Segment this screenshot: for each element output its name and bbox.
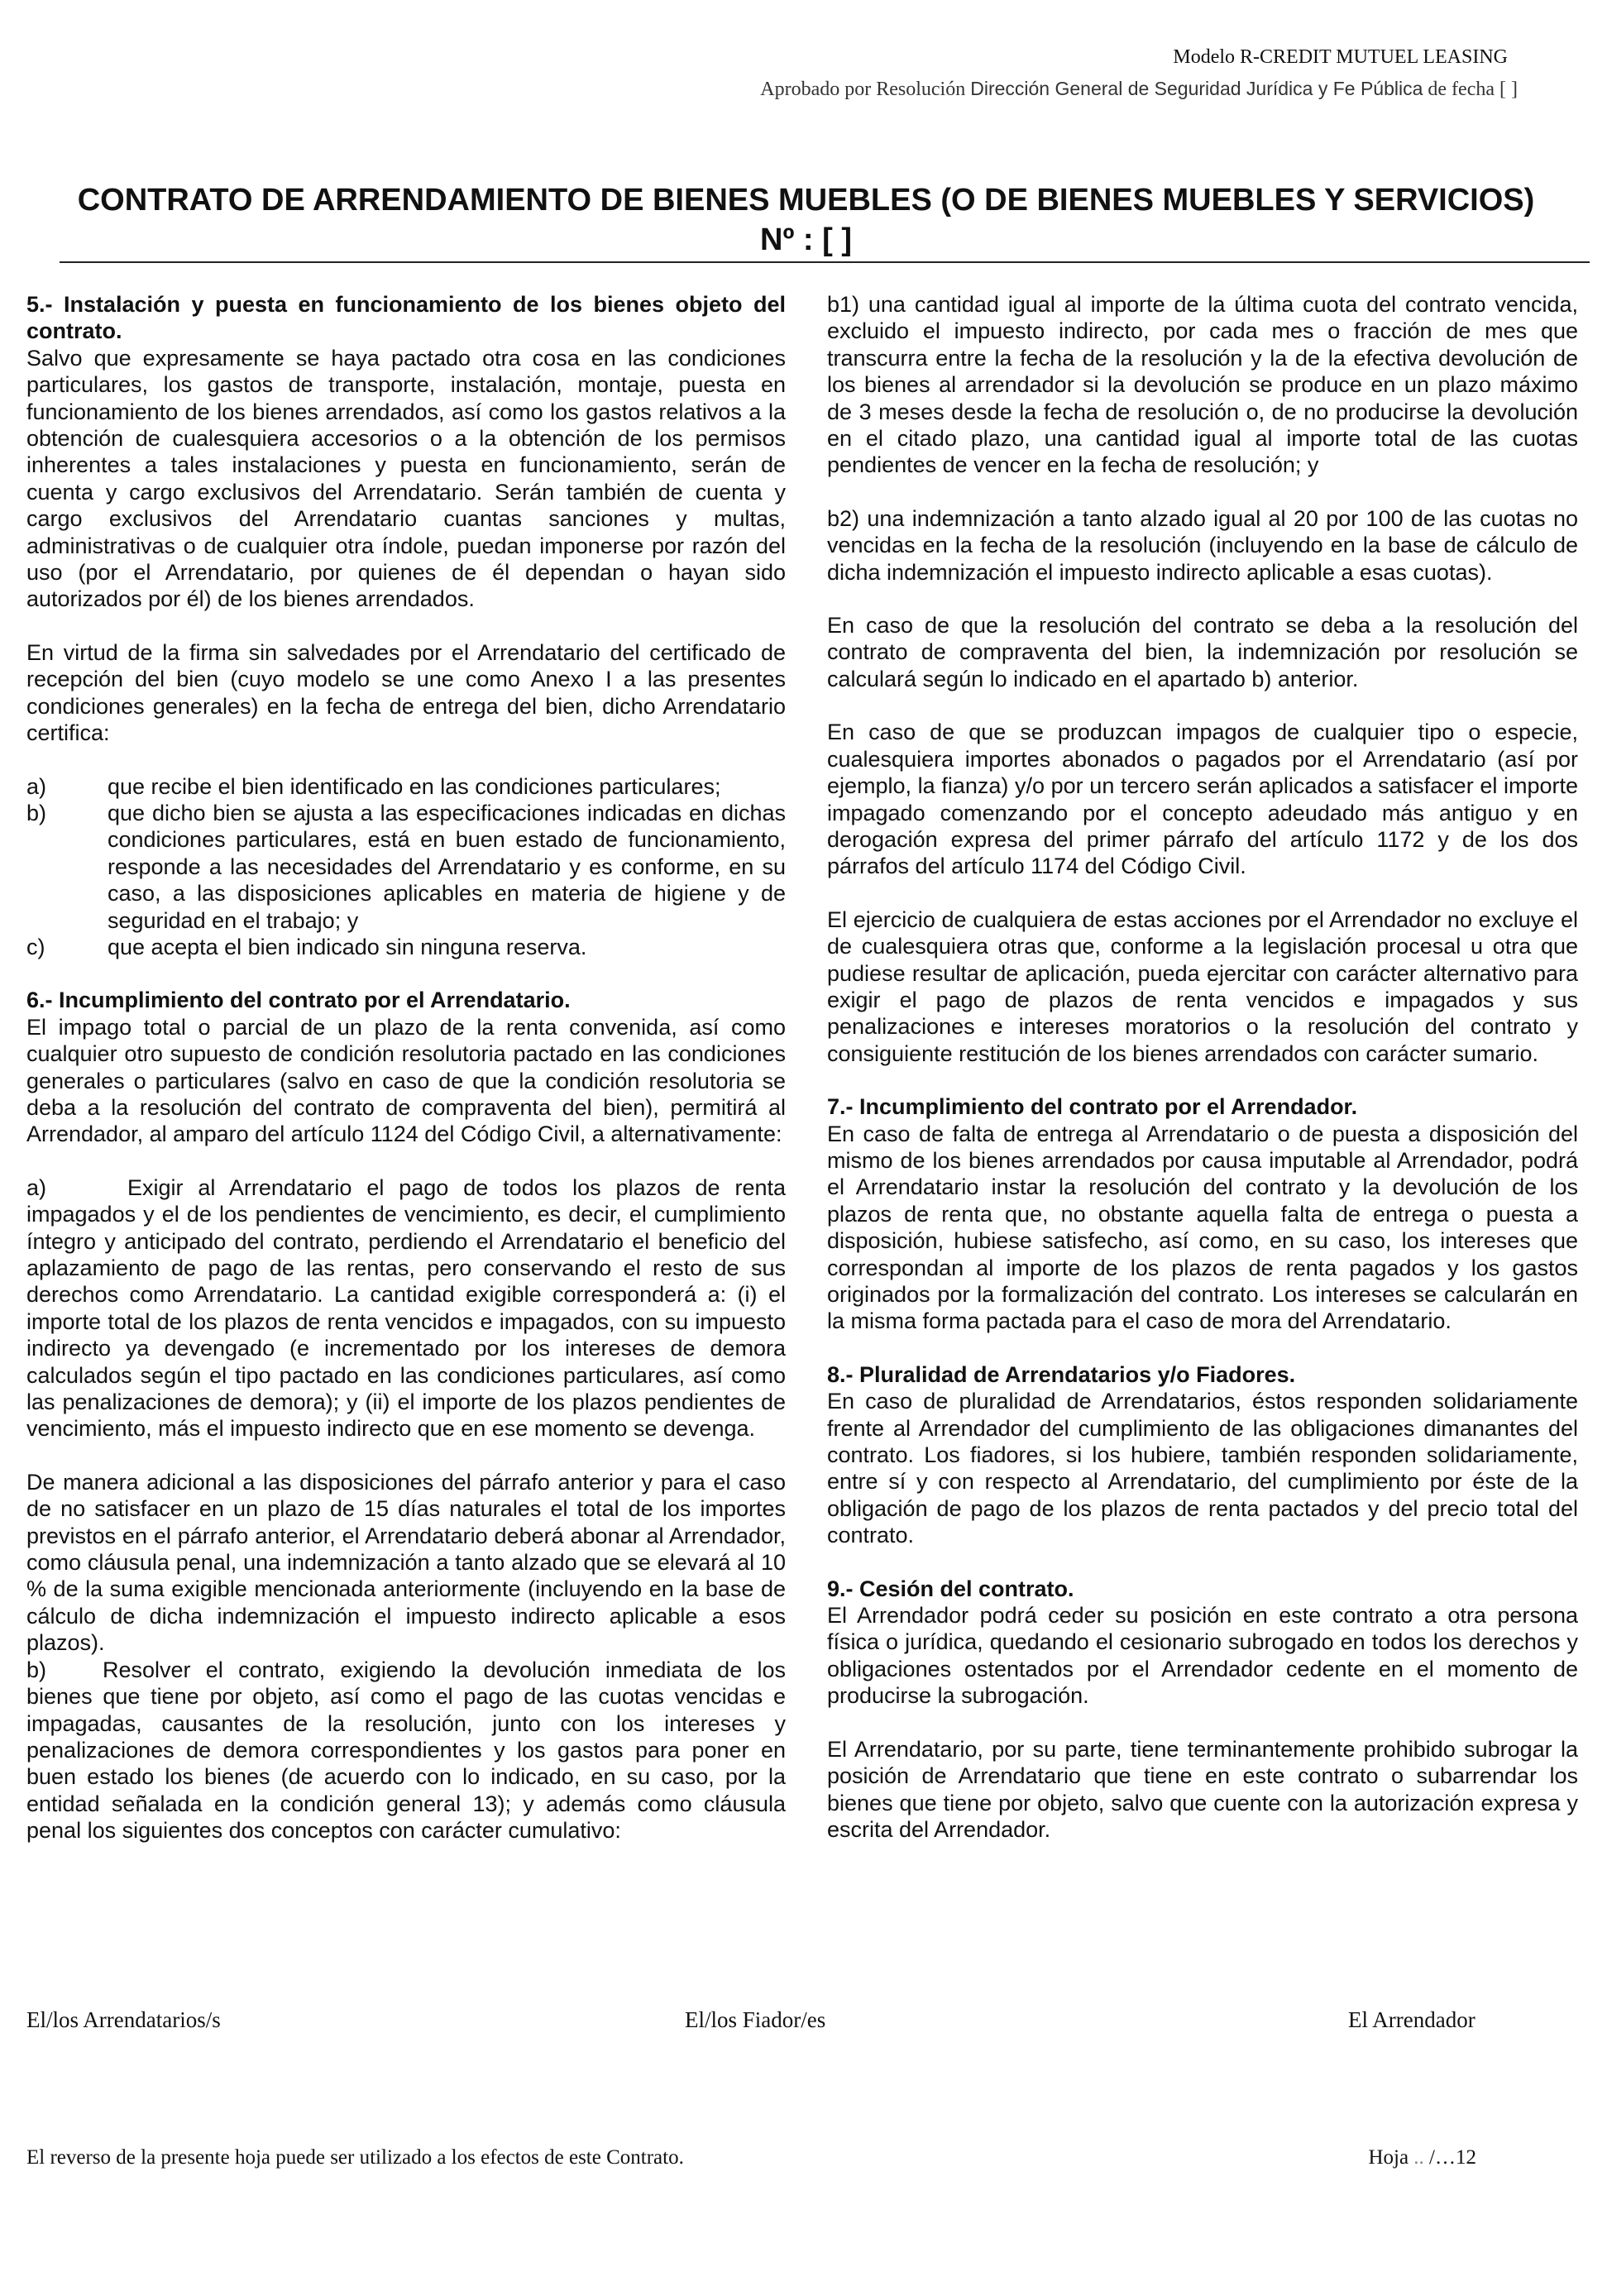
- list-item: [26, 934, 786, 960]
- list-text: que acepta el bien indicado sin ninguna reserva.: [108, 934, 587, 959]
- list-item: [26, 800, 786, 934]
- signature-lessees: El/los Arrendatarios/s: [26, 2007, 221, 2032]
- list-item: [26, 773, 786, 800]
- approval-prefix: Aprobado por Resolución: [760, 79, 966, 100]
- section-8-heading: 8.- Pluralidad de Arrendatarios y/o Fiadores.: [827, 1361, 1296, 1387]
- section-9-heading: 9.- Cesión del contrato.: [827, 1576, 1074, 1601]
- page-indicator: [1368, 2146, 1476, 2169]
- page-total: /…12: [1429, 2146, 1476, 2169]
- section-7-paragraph: En caso de falta de entrega al Arrendatario o de puesta a disposición del mismo de los bienes arrendados por causa imputable al Arrendador, podrá el Arrendatario instar la resolución del contrato y la devolución de los plazos de renta que, no obstante aquella falta de entrega o puesta a disposición, hubiese satisfecho, así como, en su caso, los intereses que correspondan al importe de los plazos de renta pagados y los gastos originados por la formalización del contrato. Los intereses se calcularán en la misma forma pactada para el caso de mora del Arrendatario.: [827, 1121, 1578, 1334]
- option-b1: b1) una cantidad igual al importe de la última cuota del contrato vencida, excluido el impuesto indirecto, por cada mes o fracción de mes que transcurra entre la fecha de la resolución y la de la efectiva devolución de los bienes al arrendador si la devolución se produce en un plazo máximo de 3 meses desde la fecha de resolución o, de no producirse la devolución en el citado plazo, una cantidad igual al importe total de las cuotas pendientes de vencer en la fecha de resolución; y: [827, 292, 1578, 478]
- option-b-marker: b): [26, 1657, 47, 1682]
- list-marker: c): [26, 934, 45, 959]
- list-marker: b): [26, 800, 47, 825]
- section-9-paragraph-2: El Arrendatario, por su parte, tiene terminantemente prohibido subrogar la posición de Arrendatario que tiene en este contrato o subarrendar los bienes que tiene por objeto, salvo que cuente con la autorización expresa y escrita del Arrendador.: [827, 1736, 1578, 1842]
- page-current: ..: [1413, 2146, 1424, 2169]
- left-column: [26, 291, 786, 1871]
- section-5-paragraph-2: En virtud de la firma sin salvedades por el Arrendatario del certificado de recepción del bien (cuyo modelo se une como Anexo I a las presentes condiciones generales) en la fecha de entrega del bien, dicho Arrendatario certifica:: [26, 639, 786, 746]
- title-line-1: CONTRATO DE ARRENDAMIENTO DE BIENES MUEBLES (O DE BIENES MUEBLES Y SERVICIOS): [77, 183, 1535, 218]
- approval-date: de fecha [ ]: [1428, 79, 1518, 100]
- ejercicio-paragraph: El ejercicio de cualquiera de estas acciones por el Arrendador no excluye el de cualesquiera otras que, conforme a la legislación procesal u otra que pudiese resultar de aplicación, pueda ejercitar con carácter alternativo para exigir el pago de plazos de renta vencidos e impagados y sus penalizaciones e intereses moratorios o la resolución del contrato y consiguiente restitución de los bienes arrendados con carácter sumario.: [827, 906, 1578, 1066]
- list-text: que recibe el bien identificado en las condiciones particulares;: [108, 773, 721, 799]
- section-6-heading: 6.- Incumplimiento del contrato por el Arrendatario.: [26, 988, 571, 1013]
- right-column: [827, 291, 1578, 1869]
- option-a-marker: a): [26, 1174, 47, 1200]
- certification-list: [26, 773, 786, 961]
- model-label: Modelo R-CREDIT MUTUEL LEASING: [1173, 46, 1508, 68]
- list-marker: a): [26, 773, 47, 799]
- section-6-option-a: [26, 1174, 786, 1442]
- footer-note: El reverso de la presente hoja puede ser utilizado a los efectos de este Contrato.: [26, 2146, 684, 2169]
- option-b-text: Resolver el contrato, exigiendo la devolución inmediata de los bienes que tiene por objeto, así como el pago de las cuotas vencidas e impagadas, causantes de la resolución, junto con los intereses y penalizaciones de demora correspondientes y los gastos para poner en buen estado los bienes (de acuerdo con lo indicado, en su caso, por la entidad señalada en la condición general 13); y además como cláusula penal los siguientes dos conceptos con carácter cumulativo:: [26, 1657, 786, 1844]
- list-text: que dicho bien se ajusta a las especificaciones indicadas en dichas condiciones particulares, está en buen estado de funcionamiento, responde a las necesidades del Arrendatario y es conforme, en su caso, a las disposiciones aplicables en materia de higiene y de seguridad en el trabajo; y: [108, 800, 786, 933]
- section-5-paragraph-1: Salvo que expresamente se haya pactado otra cosa en las condiciones particulares, los gastos de transporte, instalación, montaje, puesta en funcionamiento de los bienes arrendados, así como los gastos relativos a la obtención de cualesquiera accesorios o a la obtención de los permisos inherentes a tales instalaciones y puesta en funcionamiento, serán de cuenta y cargo exclusivos del Arrendatario. Serán también de cuenta y cargo exclusivos del Arrendatario cuantas sanciones y multas, administrativas o de cualquier otra índole, puedan imponerse por razón del uso (por el Arrendatario, por quienes de él dependan o hayan sido autorizados por él) de los bienes arrendados.: [26, 345, 786, 612]
- section-6-option-b: [26, 1657, 786, 1844]
- document-title: [60, 180, 1552, 260]
- option-b2: b2) una indemnización a tanto alzado igual al 20 por 100 de las cuotas no vencidas en la fecha de la resolución (incluyendo en la base de cálculo de dicha indemnización el impuesto indirecto aplicable a esas cuotas).: [827, 505, 1578, 585]
- option-a-text: Exigir al Arrendatario el pago de todos los plazos de renta impagados y el de los pendientes de vencimiento, es decir, el cumplimiento íntegro y anticipado del contrato, perdiendo el Arrendatario el beneficio del aplazamiento de pago de las rentas, pero conservando el resto de sus derechos como Arrendatario. La cantidad exigible corresponderá a: (i) el importe total de los plazos de renta vencidos e impagados, con su impuesto indirecto ya devengado (e incrementado por los intereses de demora calculados según el tipo pactado en las condiciones particulares, así como las penalizaciones de demora); y (ii) el importe de los plazos pendientes de vencimiento, más el impuesto indirecto que en ese momento se devenga.: [26, 1174, 786, 1442]
- title-divider: [60, 261, 1590, 263]
- approval-line: [760, 78, 1518, 101]
- signature-guarantors: El/los Fiador/es: [685, 2007, 826, 2032]
- section-7-heading: 7.- Incumplimiento del contrato por el Arrendador.: [827, 1094, 1358, 1120]
- section-9-paragraph-1: El Arrendador podrá ceder su posición en este contrato a otra persona física o jurídica, quedando el cesionario subrogado en todos los derechos y obligaciones ostentados por el Arrendador cedente en el momento de producirse la subrogación.: [827, 1603, 1578, 1709]
- section-5-heading: 5.- Instalación y puesta en funcionamiento de los bienes objeto del contrato.: [26, 292, 786, 344]
- section-8-paragraph: En caso de pluralidad de Arrendatarios, éstos responden solidariamente frente al Arrendador del cumplimiento de las obligaciones dimanantes del contrato. Los fiadores, si los hubiere, también responden solidariamente, entre sí y con respecto al Arrendatario, del cumplimiento por éste de la obligación de pago de los plazos de renta pactados y del precio total del contrato.: [827, 1389, 1578, 1548]
- compraventa-paragraph: En caso de que la resolución del contrato se deba a la resolución del contrato de compraventa del bien, la indemnización por resolución se calculará según lo indicado en el apartado b) anterior.: [827, 613, 1578, 691]
- page-prefix: Hoja: [1368, 2146, 1409, 2169]
- signature-lessor: El Arrendador: [1348, 2007, 1475, 2032]
- section-6-paragraph-2: De manera adicional a las disposiciones del párrafo anterior y para el caso de no satisfacer en un plazo de 15 días naturales el total de los importes previstos en el párrafo anterior, el Arrendatario deberá abonar al Arrendador, como cláusula penal, una indemnización a tanto alzado que se elevará al 10 % de la suma exigible mencionada anteriormente (incluyendo en la base de cálculo de dicha indemnización el impuesto indirecto aplicable a esos plazos).: [26, 1469, 786, 1656]
- approval-authority: Dirección General de Seguridad Jurídica y Fe Pública: [970, 78, 1423, 99]
- section-6-paragraph-1: El impago total o parcial de un plazo de la renta convenida, así como cualquier otro supuesto de condición resolutoria pactado en las condiciones generales o particulares (salvo en caso de que la condición resolutoria se deba a la resolución del contrato de compraventa del bien), permitirá al Arrendador, al amparo del artículo 1124 del Código Civil, a alternativamente:: [26, 1014, 786, 1147]
- impagos-paragraph: En caso de que se produzcan impagos de cualquier tipo o especie, cualesquiera importes abonados o pagados por el Arrendatario (así por ejemplo, la fianza) y/o por un tercero serán aplicados a satisfacer el importe impagado comenzando por el concepto adeudado más antiguo y en derogación expresa del primer párrafo del artículo 1172 y de los dos párrafos del artículo 1174 del Código Civil.: [827, 720, 1578, 879]
- contract-number: Nº : [ ]: [760, 222, 852, 257]
